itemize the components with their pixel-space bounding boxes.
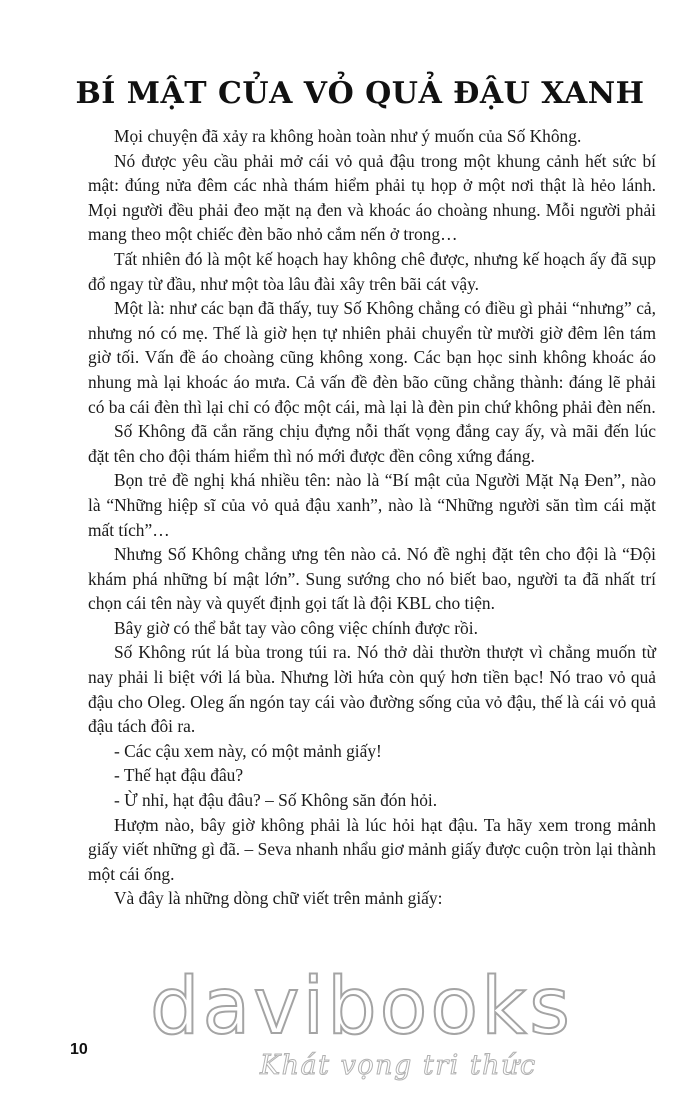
publisher-watermark xyxy=(150,962,573,1081)
paragraph: Và đây là những dòng chữ viết trên mảnh giấy: xyxy=(114,888,443,909)
watermark-brand: davibooks xyxy=(150,962,573,1052)
paragraph: Tất nhiên đó là một kế hoạch hay không chê được, nhưng kế hoạch ấy đã sụp đổ ngay từ đầu, như một tòa lâu đài xây trên bãi cát vậy. xyxy=(88,248,656,294)
dialogue-line: - Ừ nhỉ, hạt đậu đâu? – Số Không săn đón hỏi. xyxy=(114,790,438,811)
dialogue-line: - Thế hạt đậu đâu? xyxy=(114,765,244,786)
paragraph: Bây giờ có thể bắt tay vào công việc chính được rồi. xyxy=(114,617,478,638)
paragraph: Nhưng Số Không chẳng ưng tên nào cả. Nó đề nghị đặt tên cho đội là “Đội khám phá những bí mật lớn”. Sung sướng cho nó biết bao, người ta đã nhất trí chọn cái tên này và quyết định gọi tất là đội KBL cho tiện. xyxy=(88,544,656,614)
paragraph: Bọn trẻ đề nghị khá nhiều tên: nào là “Bí mật của Người Mặt Nạ Đen”, nào là “Những hiệp sĩ của vỏ quả đậu xanh”, nào là “Những người săn tìm cái mặt mất tích”… xyxy=(88,470,656,540)
dialogue-line: - Các cậu xem này, có một mảnh giấy! xyxy=(114,740,382,761)
paragraph: Nó được yêu cầu phải mở cái vỏ quả đậu trong một khung cảnh hết sức bí mật: đúng nửa đêm các nhà thám hiểm phải tụ họp ở một nơi thật là hẻo lánh. Mọi người đều phải đeo mặt nạ đen và khoác áo choàng nhung. Mỗi người phải mang theo một chiếc đèn bão nhỏ cắm nến ở trong… xyxy=(88,150,656,245)
paragraph: Hượm nào, bây giờ không phải là lúc hỏi hạt đậu. Ta hãy xem trong mảnh giấy viết những gì đã. – Seva nhanh nhẩu giơ mảnh giấy được cuộn tròn lại thành một cái ống. xyxy=(88,814,656,884)
page-number: 10 xyxy=(70,1041,88,1058)
chapter-title: BÍ MẬT CỦA VỎ QUẢ ĐẬU XANH xyxy=(75,76,645,112)
paragraph: Một là: như các bạn đã thấy, tuy Số Không chẳng có điều gì phải “nhưng” cả, nhưng nó có mẹ. Thế là giờ hẹn tự nhiên phải chuyển từ mười giờ đêm lên tám giờ tối. Vấn đề áo choàng cũng không xong. Các bạn học sinh không khoác áo nhung mà lại khoác áo mưa. Cả vấn đề đèn bão cũng chẳng thành: đáng lẽ phải có ba cái đèn thì lại chỉ có độc một cái, mà lại là đèn pin chứ không phải đèn nến. xyxy=(88,298,656,417)
watermark-tagline: Khát vọng tri thức xyxy=(260,1050,537,1081)
paragraph: Số Không đã cắn răng chịu đựng nỗi thất vọng đắng cay ấy, và mãi đến lúc đặt tên cho đội thám hiểm thì nó mới được đền công xứng đáng. xyxy=(88,421,656,466)
paragraph: Số Không rút lá bùa trong túi ra. Nó thở dài thườn thượt vì chẳng muốn từ nay phải li biệt với lá bùa. Nhưng lời hứa còn quý hơn tiền bạc! Nó trao vỏ quả đậu cho Oleg. Oleg ấn ngón tay cái vào đường sống của vỏ đậu, thế là cái vỏ quả đậu tách đôi ra. xyxy=(88,642,656,737)
paragraph: Mọi chuyện đã xảy ra không hoàn toàn như ý muốn của Số Không. xyxy=(114,126,582,146)
body-text xyxy=(88,124,656,911)
